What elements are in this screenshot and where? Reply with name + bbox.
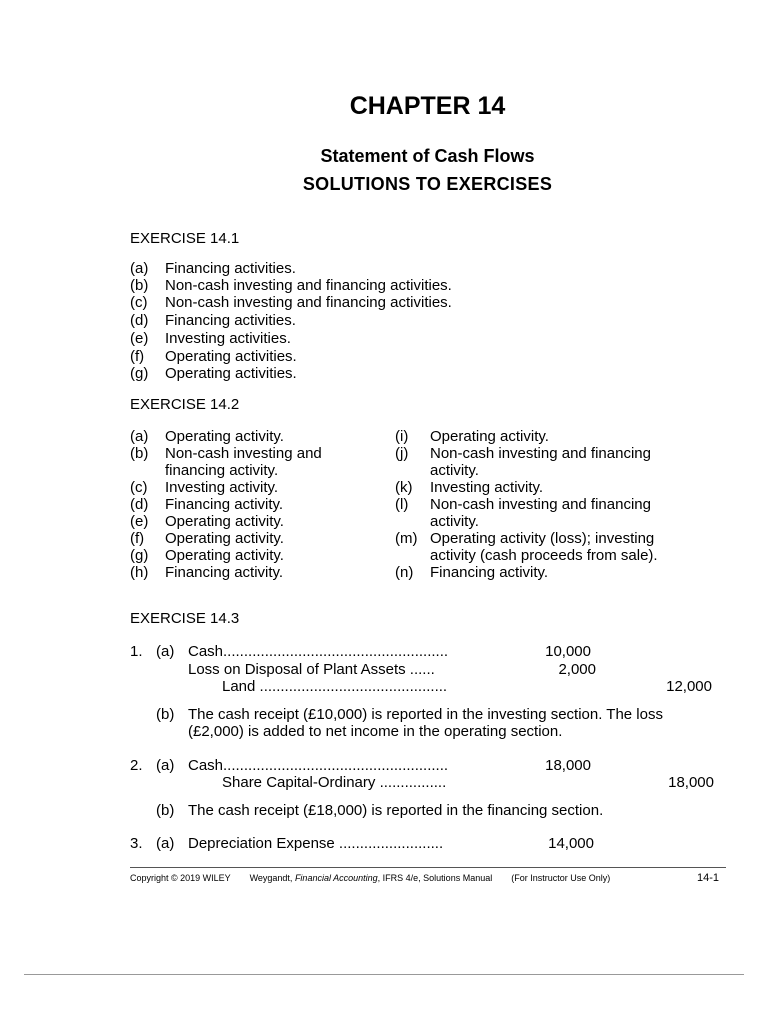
list-item [130,513,284,530]
journal-cash-account: Cash...................................................... [188,757,449,774]
list-item-label: (c) [130,294,148,311]
list-item-text: activity. [430,513,479,530]
problem-2-number: 2. [130,757,143,774]
problem-3-number: 3. [130,835,143,852]
footer-author: Weygandt, [249,873,295,883]
list-item-text: Financing activities. [165,260,296,277]
list-item-text: activity. [430,462,479,479]
problem-1-number: 1. [130,643,143,660]
footer-book-title: Financial Accounting [294,873,378,883]
list-item [130,312,296,329]
list-item-label: (l) [395,496,409,513]
footer-rule [130,867,726,868]
problem-2-b-label: (b) [156,802,175,819]
journal-depreciation-debit: 14,000 [548,835,594,852]
list-item-label: (m) [395,530,418,547]
list-item-text: Operating activities. [165,365,297,382]
journal-land-credit: 12,000 [666,678,712,695]
list-item-text: activity (cash proceeds from sale). [430,547,658,564]
list-item-label: (g) [130,365,149,382]
list-item-text: Non-cash investing and financing [430,445,651,462]
list-item [130,330,291,347]
list-item [130,547,284,564]
list-item-label: (c) [130,479,148,496]
list-item-label: (e) [130,513,149,530]
list-item [395,479,543,496]
exercise-14-1-heading: EXERCISE 14.1 [130,230,240,247]
problem-1-b-label: (b) [156,706,175,723]
list-item-label: (i) [395,428,409,445]
list-item [130,365,297,382]
list-item [395,530,654,547]
list-item [395,547,658,564]
list-item-label: (f) [130,348,145,365]
journal-cash-debit: 18,000 [545,757,591,774]
chapter-title: CHAPTER 14 [349,92,506,120]
list-item-label: (f) [130,530,145,547]
problem-1-a-label: (a) [156,643,175,660]
footer-text [130,873,610,883]
journal-loss-debit: 2,000 [558,661,596,678]
list-item-label: (b) [130,277,149,294]
list-item-text: Financing activities. [165,312,296,329]
list-item-label: (j) [395,445,409,462]
list-item [130,564,283,581]
list-item [130,530,284,547]
list-item-label: (b) [130,445,149,462]
list-item [130,348,297,365]
list-item [395,428,549,445]
list-item-label: (k) [395,479,413,496]
journal-loss-account: Loss on Disposal of Plant Assets ...... [188,661,435,678]
list-item-text: Investing activity. [165,479,279,496]
page-number: 14-1 [697,872,720,884]
list-item-label: (g) [130,547,149,564]
problem-2-b-text: The cash receipt (£18,000) is reported in the financing section. [188,802,604,819]
footer-edition: , IFRS 4/e, Solutions Manual [377,873,493,883]
list-item [130,277,452,294]
list-item-text: Non-cash investing and [165,445,322,462]
journal-cash-debit: 10,000 [545,643,591,660]
problem-1-b-text-line-1: The cash receipt (£10,000) is reported in the investing section. The loss [188,706,663,723]
exercise-14-2-heading: EXERCISE 14.2 [130,396,240,413]
problem-3-a-label: (a) [156,835,175,852]
list-item [130,479,278,496]
list-item [130,496,283,513]
journal-cash-account: Cash...................................................... [188,643,449,660]
list-item-text: Operating activity (loss); investing [430,530,655,547]
footer-copyright: Copyright © 2019 WILEY [130,873,231,883]
list-item-label: (d) [130,312,149,329]
list-item [130,260,296,277]
list-item-text: Non-cash investing and financing activities. [165,277,452,294]
list-item [130,462,278,479]
viewer-divider [24,974,744,975]
list-item [395,462,479,479]
list-item [395,445,651,462]
list-item-text: Operating activity. [165,530,284,547]
section-subtitle: SOLUTIONS TO EXERCISES [302,174,553,194]
list-item [395,564,548,581]
list-item-text: financing activity. [165,462,279,479]
list-item-label: (h) [130,564,149,581]
list-item-text: Financing activity. [430,564,549,581]
list-item-text: Operating activity. [430,428,549,445]
list-item-text: Investing activity. [430,479,544,496]
exercise-14-3-heading: EXERCISE 14.3 [130,610,240,627]
list-item-label: (n) [395,564,414,581]
list-item-text: Operating activities. [165,348,297,365]
list-item-text: Financing activity. [165,564,284,581]
journal-share-capital-account: Share Capital-Ordinary ................ [222,774,447,791]
list-item [130,445,322,462]
list-item-text: Operating activity. [165,428,284,445]
footer-instructor-note: (For Instructor Use Only) [511,873,611,883]
list-item-label: (a) [130,428,149,445]
list-item-text: Investing activities. [165,330,291,347]
list-item [130,294,452,311]
list-item-text: Non-cash investing and financing activities. [165,294,452,311]
journal-share-capital-credit: 18,000 [668,774,714,791]
section-title: Statement of Cash Flows [320,146,535,166]
list-item [130,428,284,445]
list-item-label: (e) [130,330,149,347]
list-item-label: (a) [130,260,149,277]
list-item-text: Financing activity. [165,496,284,513]
list-item [395,496,651,513]
list-item-text: Non-cash investing and financing [430,496,651,513]
list-item [395,513,479,530]
problem-1-b-text-line-2: (£2,000) is added to net income in the operating section. [188,723,563,740]
list-item-text: Operating activity. [165,547,284,564]
journal-land-account: Land ............................................. [222,678,448,695]
list-item-text: Operating activity. [165,513,284,530]
list-item-label: (d) [130,496,149,513]
journal-depreciation-account: Depreciation Expense ......................... [188,835,444,852]
problem-2-a-label: (a) [156,757,175,774]
